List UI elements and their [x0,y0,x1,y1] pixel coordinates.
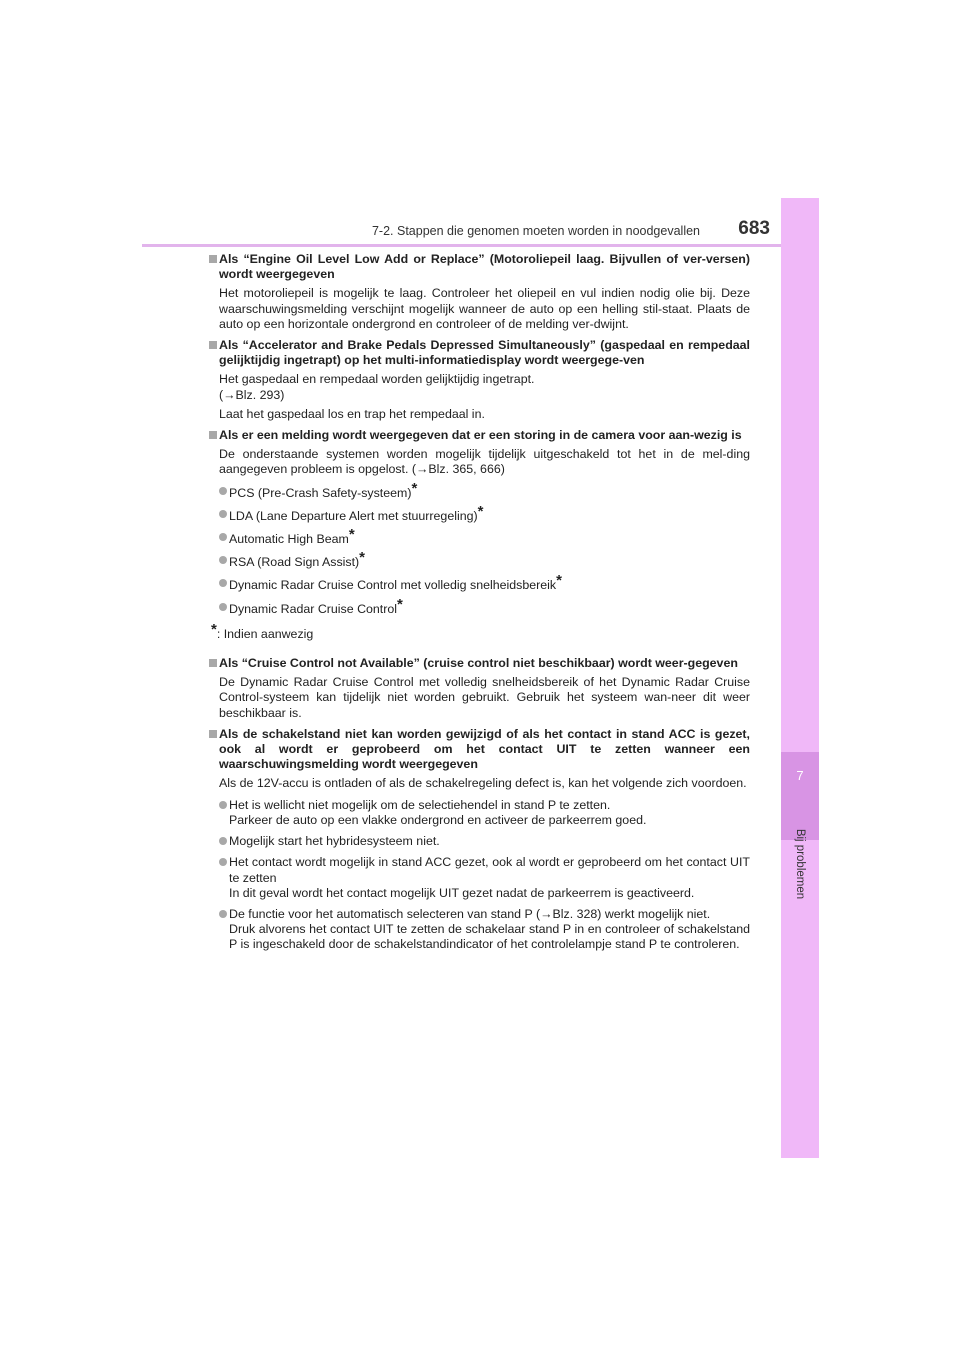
paragraph [209,372,750,402]
chapter-number: 7 [796,768,804,783]
heading-text: Als er een melding wordt weergegeven dat er een storing in de camera voor aan-wezig is [219,428,742,443]
square-bullet-icon [209,431,217,439]
section-cruise-control [209,656,750,721]
section-shift-position [209,727,750,953]
section-engine-oil [209,252,750,332]
page-reference-link[interactable]: (→Blz. 293) [219,387,285,402]
heading-text: Als “Engine Oil Level Low Add or Replace” (Motoroliepeil laag. Bijvullen of ver-versen) wordt weergegeven [219,252,750,282]
paragraph-line: Het gaspedaal en rempedaal worden gelijktijdig ingetrapt. [219,372,535,387]
list-item-subtext: Druk alvorens het contact UIT te zetten de schakelaar stand P in en controleer of schakelstand P is ingeschakeld door de schakelstandindicator of het controlelampje stand P te controleren. [229,922,750,952]
section-heading [209,727,750,773]
bullet-dot-icon [219,579,227,587]
square-bullet-icon [209,341,217,349]
page-header [142,214,818,247]
heading-text: Als “Accelerator and Brake Pedals Depressed Simultaneously” (gaspedaal en rempedaal gelijktijdig ingetrapt) op het multi-informatiedisplay wordt weergege-ven [219,338,750,368]
section-heading [209,428,750,443]
bullet-dot-icon [219,837,227,845]
square-bullet-icon [209,730,217,738]
list-item [209,502,750,524]
square-bullet-icon [209,255,217,263]
chapter-side-tab [781,198,819,1158]
bullet-dot-icon [219,910,227,918]
list-item-text: Het is wellicht niet mogelijk om de selectiehendel in stand P te zetten. [229,797,611,812]
paragraph: Het motoroliepeil is mogelijk te laag. Controleer het oliepeil en vul indien nodig olie bij. Deze waarschuwingsmelding verschijnt mogelijk wanneer de auto op een helling stil-staat. Plaats de auto op een horizontale ondergrond en controleer of de melding ver-dwijnt. [219,286,750,331]
section-camera [209,428,750,642]
page-content [209,252,750,959]
bullet-dot-icon [219,556,227,564]
section-title: 7-2. Stappen die genomen moeten worden in noodgevallen [371,224,700,238]
footnote-star: * [411,479,418,497]
section-heading [209,252,750,282]
chapter-label: Bij problemen [794,828,806,900]
paragraph: Als de 12V-accu is ontladen of als de schakelregeling defect is, kan het volgende zich voordoen. [219,776,747,791]
paragraph: De Dynamic Radar Cruise Control met volledig snelheidsbereik of het Dynamic Radar Cruise Control-systeem kan tijdelijk niet worden gebruikt. Gebruik het systeem wan-neer dit weer beschikbaar is. [219,675,750,720]
footnote-star: * [359,549,365,567]
footnote-star: * [348,526,355,544]
heading-text: Als “Cruise Control not Available” (cruise control niet beschikbaar) wordt weer-gegeven [219,656,738,671]
footnote [209,620,750,642]
list-item-text: LDA (Lane Departure Alert met stuurregeling) [229,508,478,523]
heading-text: Als de schakelstand niet kan worden gewijzigd of als het contact in stand ACC is gezet, ook al wordt er geprobeerd om het contact UIT te zetten wanneer een waarschuwingsmelding wordt weergegeven [219,726,750,772]
list-item-text: De functie voor het automatisch selecteren van stand P (→Blz. 328) werkt mogelijk niet. [229,906,711,921]
list-item-subtext: Parkeer de auto op een vlakke ondergrond en activeer de parkeerrem goed. [229,812,647,827]
list-item-text: Het contact wordt mogelijk in stand ACC gezet, ook al wordt er geprobeerd om het contact UIT te zetten [229,855,750,885]
square-bullet-icon [209,659,217,667]
footnote-star: * [211,620,217,638]
list-item [209,595,750,617]
chapter-number-box [781,752,819,840]
list-item-text: Mogelijk start het hybridesysteem niet. [229,834,440,849]
footnote-star: * [477,502,484,520]
section-heading [209,656,750,671]
bullet-dot-icon [219,533,227,541]
list-item-text: RSA (Road Sign Assist) [229,555,360,570]
list-item [209,549,750,570]
bullet-dot-icon [219,510,227,518]
paragraph: Laat het gaspedaal los en trap het rempedaal in. [219,406,485,421]
list-item-subtext: In dit geval wordt het contact mogelijk UIT gezet nadat de parkeerrem is geactiveerd. [229,885,695,900]
section-heading [209,338,750,368]
list-item [209,834,750,849]
list-item [209,526,750,547]
paragraph: De onderstaande systemen worden mogelijk tijdelijk uitgeschakeld tot het in de mel-ding aangegeven probleem is opgelost. (→Blz. 365, 666) [219,447,750,477]
list-item-text: PCS (Pre-Crash Safety-systeem) [229,485,412,500]
footnote-star: * [397,595,403,613]
list-item [209,572,750,593]
footnote-star: * [556,572,562,590]
list-item-text: Dynamic Radar Cruise Control met volledig snelheidsbereik [229,578,557,593]
bullet-dot-icon [219,858,227,866]
list-item [209,907,750,953]
page-number: 683 [738,218,770,239]
list-item [209,798,750,828]
list-item-text: Dynamic Radar Cruise Control [229,601,398,616]
list-item [209,479,750,501]
bullet-dot-icon [219,801,227,809]
footnote-text: : Indien aanwezig [216,626,314,641]
bullet-dot-icon [219,603,227,611]
section-pedals [209,338,750,422]
bullet-dot-icon [219,487,227,495]
list-item [209,855,750,901]
list-item-text: Automatic High Beam [229,532,349,547]
